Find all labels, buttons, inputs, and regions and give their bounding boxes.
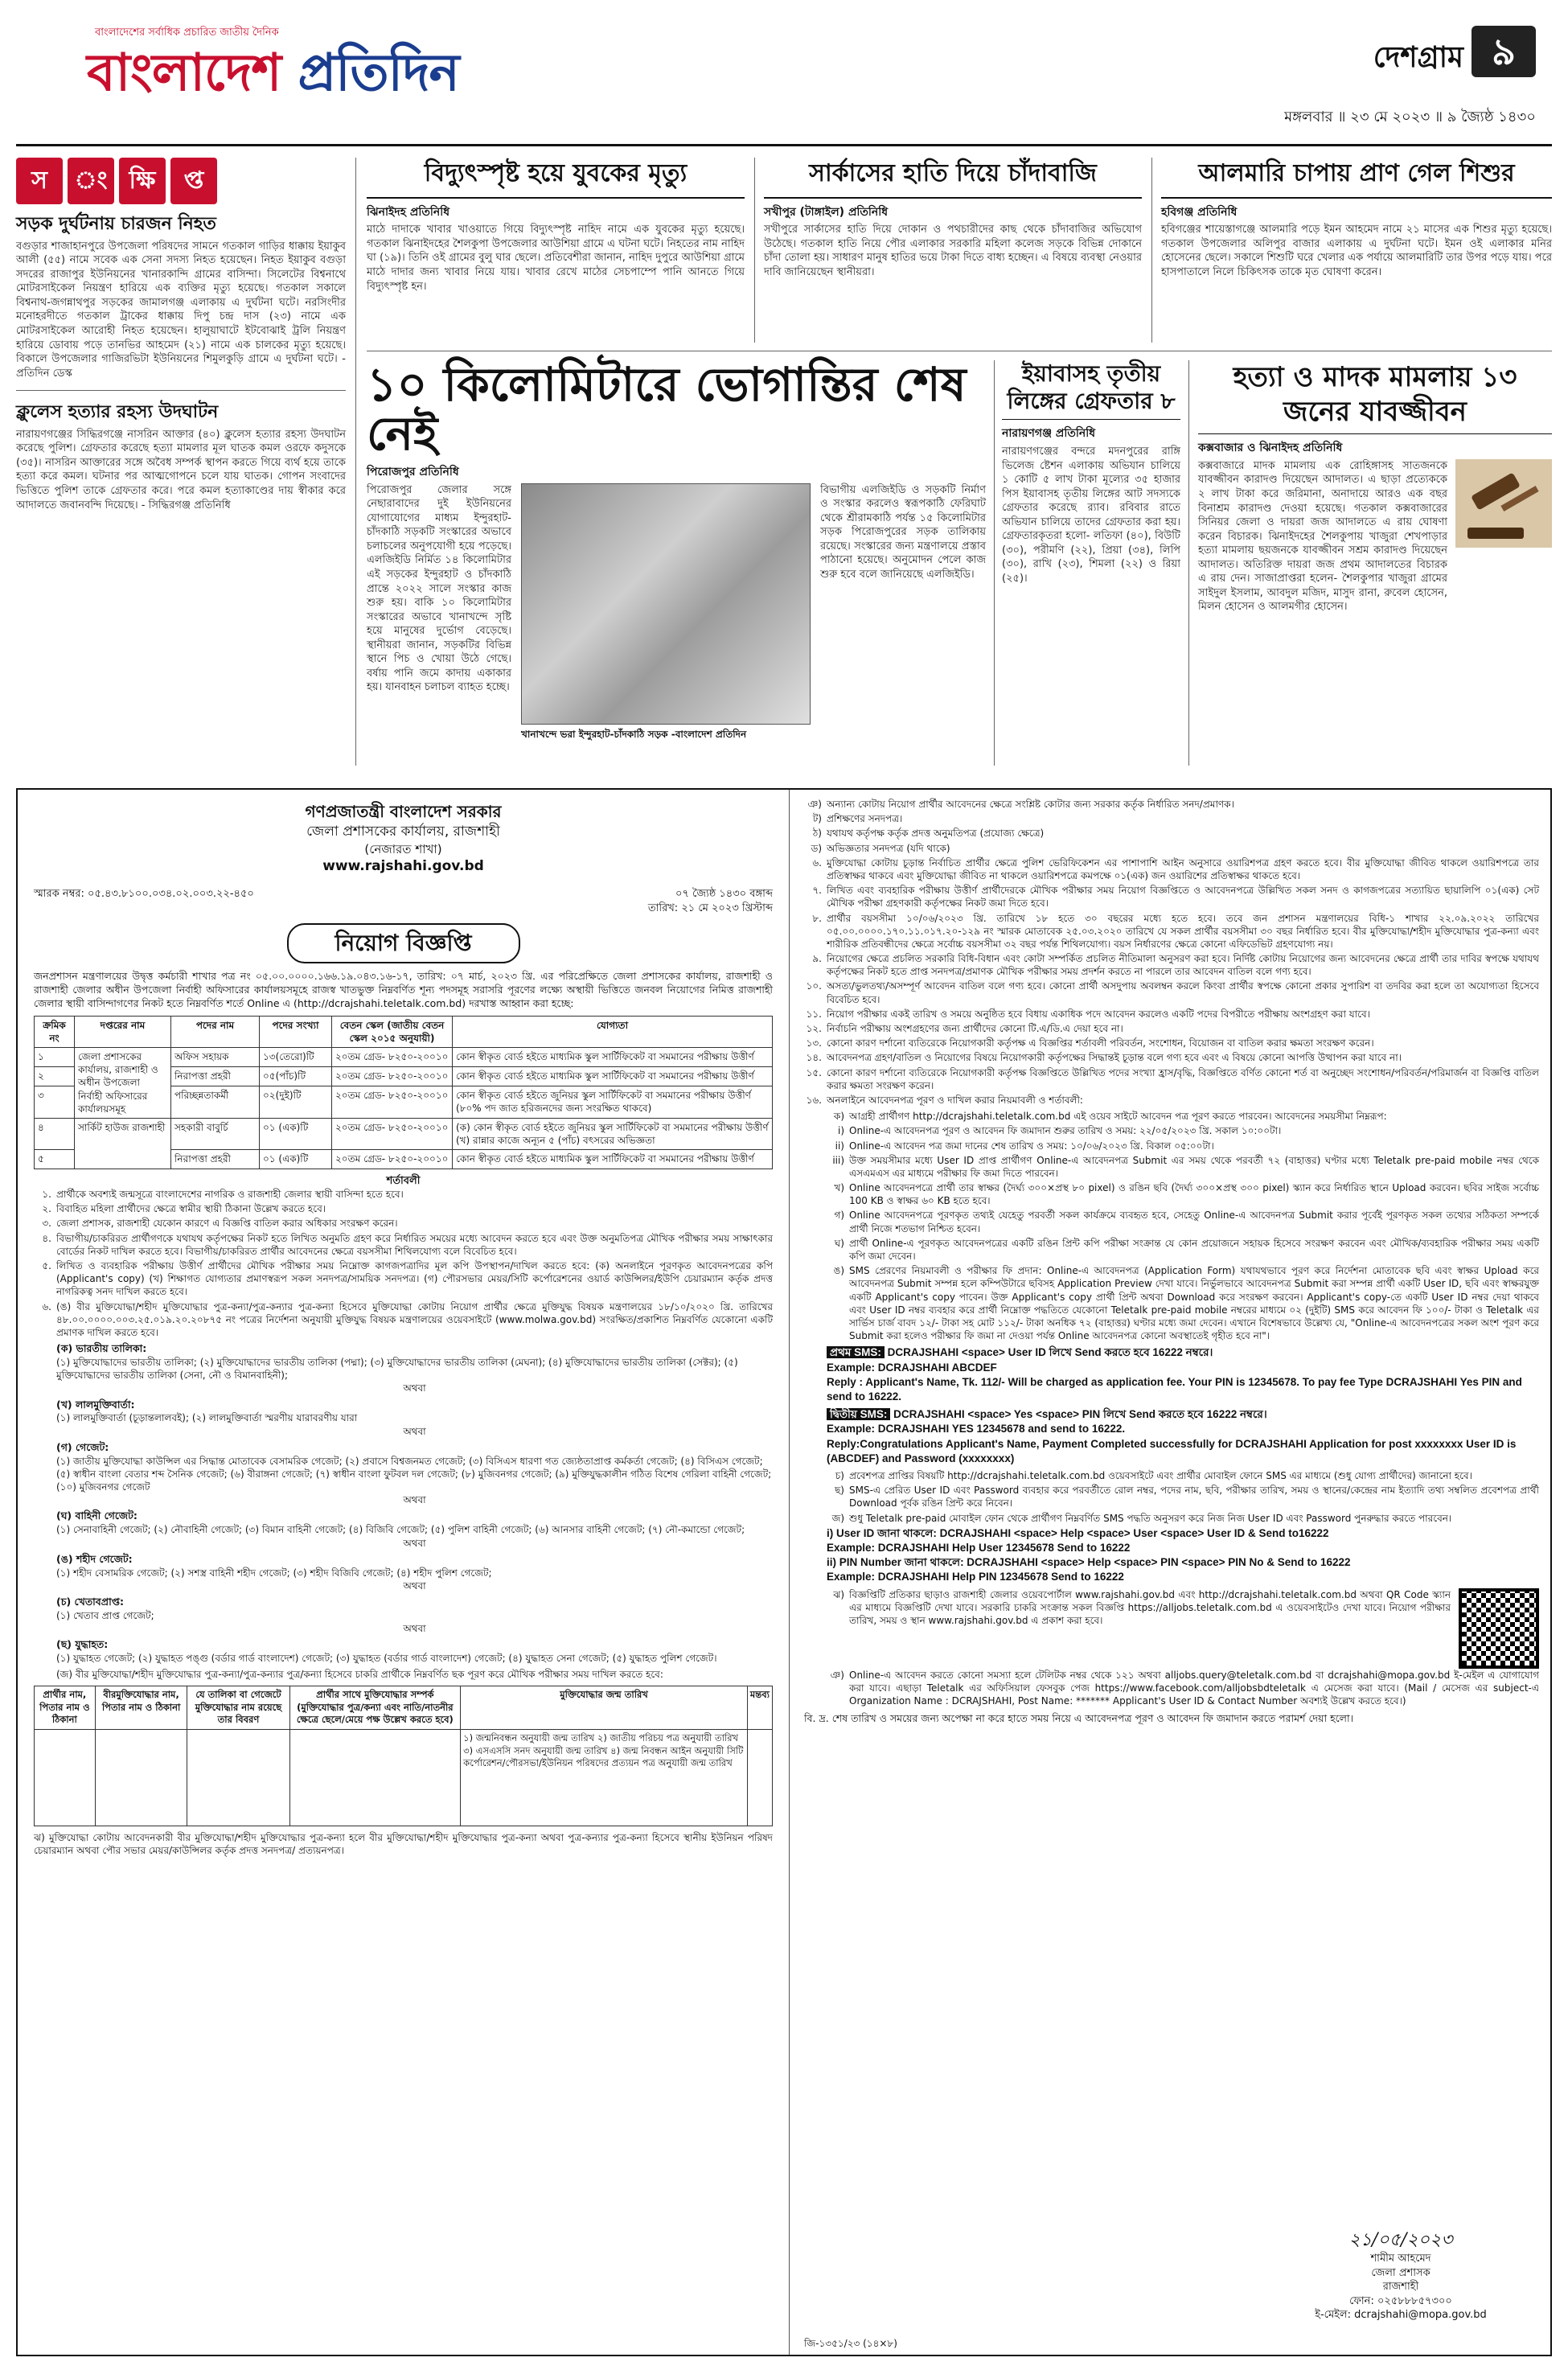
item-number: ক) xyxy=(833,1111,844,1123)
date-bangla: ০৭ জ্যৈষ্ঠ ১৪৩০ বঙ্গাব্দ xyxy=(675,888,773,901)
item-text: অসত্য/ভুলতথ্য/অসম্পূর্ণ আবেদন বাতিল বলে গণ্য হবে। কোনো প্রার্থী অসদুপায় অবলম্বন করলে কিংবা প্রার্থীর স্বপক্ষে কোনো প্রকার সুপারিশ বা তদবির করা হলে তা অযোগ্যতা হিসেবে বিবেচিত হবে। xyxy=(827,980,1539,1005)
table-header-row xyxy=(35,1686,773,1730)
requirement-item xyxy=(804,912,1539,951)
requirement-item xyxy=(804,1022,1539,1035)
story-headline[interactable]: সার্কাসের হাতি দিয়ে চাঁদাবাজি xyxy=(764,158,1142,199)
divider xyxy=(16,390,346,391)
cell-post: নিরাপত্তা প্রহরী xyxy=(171,1066,260,1086)
list-text: (১) যুদ্ধাহত গেজেট; (২) যুদ্ধাহত পঙ্গু (বর্ডার গার্ড বাংলাদেশ) গেজেট; (৩) যুদ্ধাহত (বর্ডার গার্ড বাংলাদেশ) গেজেট; (৪) যুদ্ধাহত সেনা গেজেট; (৫) যুদ্ধাহত পুলিশ গেজেট। xyxy=(56,1653,717,1665)
item-text: অনলাইনে আবেদনপত্র পূরণ ও দাখিল করার নিয়মাবলী ও শর্তাবলী: xyxy=(827,1094,1083,1106)
item-text: (ঙ) বীর মুক্তিযোদ্ধা/শহীদ মুক্তিযোদ্ধার পুত্র-কন্যা/পুত্র-কন্যার পুত্র-কন্যা হিসেবে মুক্তিযোদ্ধা কোটায় নিয়োগ প্রার্থীর ক্ষেত্রে মুক্তিযুদ্ধ বিষয়ক মন্ত্রণালয়ের ১৮/১০/২০২০ খ্রি. তারিখের ৪৮.০০.০০০০.০০৩.২৫.০১৯.২০.২০৮৭৫ নং পত্রের নির্দেশনা অনুযায়ী মুক্তিযুদ্ধ বিষয়ক মন্ত্রণালয়ের ওয়েবসাইটে (www.molwa.gov.bd) সংরক্ষিত/প্রকাশিত নিম্নবর্ণিত যেকোনো একটি প্রমাণক দাখিল করতে হবে। xyxy=(56,1300,773,1338)
cell-qual: কোন স্বীকৃত বোর্ড হইতে মাধ্যমিক স্কুল সার্টিফিকেট বা সমমানের পরীক্ষায় উত্তীর্ণ xyxy=(453,1150,773,1169)
story-byline: ঝিনাইদহ প্রতিনিধি xyxy=(367,205,450,219)
notice-note: বি. দ্র. শেষ তারিখ ও সময়ের জন্য অপেক্ষা না করে হাতে সময় নিয়ে এ আবেদনপত্র পূরণ ও আবেদন ফি জমাদান করতে পরামর্শ দেয়া হলো। xyxy=(804,1712,1354,1725)
online-item xyxy=(827,1512,1539,1525)
item-number: ১৪. xyxy=(806,1052,822,1064)
list-text: (১) জাতীয় মুক্তিযোদ্ধা কাউন্সিল এর সিদ্ধান্ত মোতাবেক বেসামরিক গেজেট; (২) প্রবাসে বিশ্বজনমত গেজেট; (৩) বিসিএস ধারণা গত জ্যেষ্ঠতাপ্রাপ্ত কর্মকর্তা গেজেট; (৪) বিসিএস গেজেট; (৫) স্বাধীন বাংলা বেতার শব্দ সৈনিক গেজেট; (৬) বীরাঙ্গনা গেজেট; (৭) স্বাধীন বাংলা ফুটবল দল গেজেট; (৮) মুজিবনগর গেজেট; (৯) মুক্তিযুদ্ধকালীন গঠিত বিশেষ গেরিলা বাহিনী গেজেট; (১০) মুজিবনগর গেজেট xyxy=(56,1455,772,1493)
story-byline: হবিগঞ্জ প্রতিনিধি xyxy=(1161,205,1238,219)
blank-cell xyxy=(747,1729,772,1826)
requirement-item xyxy=(804,798,1539,811)
item-number: ১১. xyxy=(806,1008,822,1020)
cell-qual: কোন স্বীকৃত বোর্ড হইতে জুনিয়র স্কুল সার্টিফিকেট বা সমমানের পরীক্ষায় উত্তীর্ণ (৮০% পদ জাত হরিজনদের জন্য সংরক্ষিত থাকবে) xyxy=(453,1086,773,1118)
or-separator: অথবা xyxy=(403,1425,426,1437)
photo-caption: খানাখন্দে ভরা ইন্দুরহাট-চাঁদকাঠি সড়ক -বাংলাদেশ প্রতিদিন xyxy=(521,728,747,740)
side-story xyxy=(1198,360,1552,766)
item-number: ৬. xyxy=(812,856,822,869)
cell-post: পরিচ্ছন্নতাকর্মী xyxy=(171,1086,260,1118)
issue-date: মঙ্গলবার ॥ ২৩ মে ২০২৩ ॥ ৯ জ্যৈষ্ঠ ১৪৩০ xyxy=(1284,109,1536,125)
requirement-item xyxy=(804,812,1539,825)
list-title: (ছ) যুদ্ধাহত: xyxy=(56,1638,109,1651)
item-number: চ) xyxy=(835,1470,844,1482)
item-text: অভিজ্ঞতার সনদপত্র (যদি থাকে) xyxy=(827,842,950,854)
item-text: নিয়োগের ক্ষেত্রে প্রচলিত সরকারি বিধি-বিধান এবং কোটা সম্পর্কিত প্রচলিত নীতিমালা অনুসরণ করা হবে। নির্দিষ্ট কোটায় নিয়োগের জন্য আবেদনের ক্ষেত্রে প্রার্থী তার দাবির স্বপক্ষে যথাযথ কর্তৃপক্ষের নিকট হতে প্রাপ্ত সনদপত্র/প্রমাণক মৌখিক পরীক্ষার সময় প্রদর্শন করতে না পারলে তার আবেদন বাতিল বলে গণ্য হবে। xyxy=(827,953,1539,978)
item-text: অন্যান্য কোটায় নিয়োগ প্রার্থীর আবেদনের ক্ষেত্রে সংশ্লিষ্ট কোটার জন্য সরকার কর্তৃক নির্ধারিত সনদ/প্রমাণক। xyxy=(827,799,1234,810)
requirement-item xyxy=(804,1094,1539,1107)
side-story-body: কক্সবাজারে মাদক মামলায় এক রোহিঙ্গাসহ সাতজনকে যাবজ্জীবন কারাদণ্ড দিয়েছেন আদালত। এ ছাড়া প্রত্যেককে ২ লাখ টাকা করে জরিমানা, অনাদায়ে আরও এক বছর বিনাশ্রম কারাদণ্ড দেওয়া হয়েছে। গতকাল কক্সবাজারের সিনিয়র জেলা ও দায়রা জজ আদালতে এ রায় ঘোষণা করেন বিচারক। ঝিনাইদহের শৈলকুপায় খাজুরা শেখপাড়ার হত্যা মামলায় ছয়জনকে যাবজ্জীবন সশ্রম কারাদণ্ড দিয়েছেন আদালত। অতিরিক্ত দায়রা জজ প্রথম আদালতের বিচারক এ রায় দেন। সাজাপ্রাপ্তরা হলেন- শৈলকুপার খাজুরা গ্রামের সাইদুল ইসলাম, আবদুল মজিদ, মাসুদ রানা, রুবেল হোসেন, মিলন হোসেন ও আলমগীর হোসেন। xyxy=(1198,459,1447,614)
cell-office: সার্কিট হাউজ রাজশাহী xyxy=(75,1118,171,1169)
cell-scale: ২০তম গ্রেড- ৮২৫০-২০০১০ xyxy=(332,1066,453,1086)
memo-number: স্মারক নম্বর: ০৫.৪৩.৮১০০.০৩৪.০২.০০৩.২২-৪৫০ xyxy=(34,888,254,901)
briefs-letter: প্ত xyxy=(170,158,217,204)
cell-no: ৪ xyxy=(35,1118,75,1149)
col-header: প্রার্থীর সাথে মুক্তিযোদ্ধার সম্পর্ক (মুক্তিযোদ্ধার পুত্র/কন্যা এবং নাতি/নাতনীর ক্ষেত্রে ছেলে/মেয়ে পক্ষ উল্লেখ করতে হবে) xyxy=(289,1686,461,1730)
or-separator: অথবা xyxy=(403,1579,426,1592)
requirement-item xyxy=(804,1037,1539,1049)
family-form-table xyxy=(34,1686,773,1826)
item-number: ১৫. xyxy=(806,1066,822,1078)
cell-scale: ২০তম গ্রেড- ৮২৫০-২০০১০ xyxy=(332,1150,453,1169)
side-story-headline[interactable]: হত্যা ও মাদক মামলায় ১৩ জনের যাবজ্জীবন xyxy=(1198,360,1552,434)
story xyxy=(1161,158,1552,343)
cell-count: ০৫(পাঁচ)টি xyxy=(260,1066,332,1086)
story xyxy=(367,158,745,343)
cell-scale: ২০তম গ্রেড- ৮২৫০-২০০১০ xyxy=(332,1118,453,1149)
notice-intro: জনপ্রশাসন মন্ত্রণালয়ের উদ্বৃত্ত কর্মচারী শাখার পত্র নং ০৫.০০.০০০০.১৬৬.১৯.০৪৩.১৬-১৭, তারিখ: ০৭ মার্চ, ২০২৩ খ্রি. এর পরিপ্রেক্ষিতে জেলা প্রশাসকের কার্যালয়, রাজশাহী ও রাজশাহী জেলার অধীন উপজেলা নির্বাহী অফিসারের কার্যালয়সমূহে রাজস্ব খাতভুক্ত নিম্নবর্ণিত শূন্য পদসমূহ সরাসরি পূরণের লক্ষ্যে অস্থায়ী ভিত্তিতে জনবল নিয়োগের নিমিত্ত রাজশাহী জেলার স্থায়ী বাসিন্দাগণের নিকট হতে নিম্নবর্ণিত শর্তে Online এ (http://dcrajshahi.teletalk.com.bd) দরখাস্ত আহ্বান করা হচ্ছে: xyxy=(34,970,773,1009)
newspaper-logo[interactable] xyxy=(87,26,505,114)
brief-title[interactable]: ক্লুলেস হত্যার রহস্য উদঘাটন xyxy=(16,402,219,423)
side-story-byline: কক্সবাজার ও ঝিনাইদহ প্রতিনিধি xyxy=(1198,442,1343,454)
cell-qual: কোন স্বীকৃত বোর্ড হইতে মাধ্যমিক স্কুল সার্টিফিকেট বা সমমানের পরীক্ষায় উত্তীর্ণ xyxy=(453,1066,773,1086)
ad-code: জি-১৩৫১/২৩ (১৪×৮) xyxy=(804,2337,897,2349)
condition-item xyxy=(34,1188,773,1201)
item-text: কোনো কারণ দর্শানো ব্যতিরেকে নিয়োগকারী কর্তৃপক্ষ বিজ্ঞপ্তিতে উল্লিখিত পদের সংখ্যা হ্রাস/বৃদ্ধি, বিজ্ঞপ্তিতে বর্ণিত কোনো শর্ত বা অনুচ্ছেদ সংশোধন/পরিবর্তন/পরিমার্জন বা বিজ্ঞপ্তি বাতিল করার ক্ষমতা সংরক্ষণ করেন। xyxy=(827,1066,1539,1091)
email-address[interactable]: ই-মেইল: dcrajshahi@mopa.gov.bd xyxy=(1315,2309,1487,2322)
online-item xyxy=(827,1140,1539,1152)
item-text: প্রার্থী Online-এ পূরণকৃত আবেদনপত্রের একটি রঙিন প্রিন্ট কপি পরীক্ষা সংক্রান্ত যে কোন প্রয়োজনে সহায়ক হিসেবে সংরক্ষণ করবেন এবং মৌখিক/ব্যবহারিক পরীক্ষার সময় একটি কপি জমা দেবেন। xyxy=(849,1237,1539,1262)
table-row xyxy=(35,1729,773,1826)
signatory-office: রাজশাহী xyxy=(1382,2281,1419,2294)
lead-byline: পিরোজপুর প্রতিনিধি xyxy=(367,465,459,478)
briefs-column xyxy=(16,158,346,766)
cell-post: নিরাপত্তা প্রহরী xyxy=(171,1150,260,1169)
sms2-label: দ্বিতীয় SMS: xyxy=(827,1408,890,1420)
logo-name-part2: প্রতিদিন xyxy=(298,43,459,103)
requirement-item xyxy=(804,1051,1539,1064)
table-header-row xyxy=(35,1016,773,1047)
online-item xyxy=(827,1209,1539,1234)
item-number: iii) xyxy=(832,1154,844,1166)
item-number: জ) xyxy=(831,1512,844,1524)
branch-name: (নেজারত শাখা) xyxy=(364,841,442,856)
notice-right-column xyxy=(790,790,1554,2355)
recover-pin: ii) PIN Number জানা থাকলে: DCRAJSHAHI <space> Help <space> PIN <space> PIN No & Send to 16222 xyxy=(827,1556,1351,1569)
column-divider xyxy=(355,158,356,766)
item-number: ঘ) xyxy=(834,1237,844,1249)
item-number: ঞ) xyxy=(807,799,822,810)
lead-body-col2: বিভাগীয় এলজিইডি ও সড়কটি নির্মাণ ও সংস্কার করলেও স্বরূপকাঠি ফেরিঘাট থেকে শ্রীরামকাঠি পর্যন্ত ১৫ কিলোমিটার সড়ক পিরোজপুরের সড়ক তালিকায় রয়েছে। সংস্কারের জন্য মন্ত্রণালয়ে প্রস্তাব পাঠানো হয়েছে। অনুমোদন পেলে কাজ শুরু হবে বলে জানিয়েছে এলজিইডি। xyxy=(820,483,986,581)
item-number: ৯. xyxy=(812,953,822,965)
signature-block xyxy=(1296,2228,1505,2323)
recover-userid: i) User ID জানা থাকলে: DCRAJSHAHI <space> Help <space> User <space> User ID & Send to16222 xyxy=(827,1526,1329,1539)
list-text: (১) মুক্তিযোদ্ধাদের ভারতীয় তালিকা; (২) মুক্তিযোদ্ধাদের ভারতীয় তালিকা (পদ্মা); (৩) মুক্তিযোদ্ধাদের ভারতীয় তালিকা (মেঘনা); (৪) মুক্তিযোদ্ধাদের ভারতীয় তালিকা (সেক্টর); (৫) মুক্তিযোদ্ধাদের ভারতীয় তালিকা (সেনা, নৌ ও বিমানবাহিনী); xyxy=(56,1357,738,1382)
item-text: বিবাহিত মহিলা প্রার্থীদের ক্ষেত্রে স্বামীর স্থায়ী ঠিকানা উল্লেখ করতে হবে। xyxy=(56,1203,326,1215)
story-body: মাঠে দাদাকে খাবার খাওয়াতে গিয়ে বিদ্যুৎস্পৃষ্ট নাহিদ নামে এক যুবকের মৃত্যু হয়েছে। গতকাল ঝিনাইদহের শৈলকুপা উপজেলার আউশিয়া গ্রামে এ ঘটনা ঘটে। নিহতের নাম নাহিদ ঘা (১৯)। তিনি ওই গ্রামের বুলু ঘার ছেলে। প্রতিবেশীরা জানান, নাহিদ দুপুরে আউশিয়া গ্রামে মাঠে দাদার জন্য খাবার নিয়ে যায়। খাবার রেখে মাঠের সেচপাম্পে পানি আনতে গিয়ে বিদ্যুৎস্পৃষ্ট হন। xyxy=(367,224,745,293)
item-number: ১৬. xyxy=(806,1094,822,1106)
cell-no: ২ xyxy=(35,1066,75,1086)
col-header: দপ্তরের নাম xyxy=(75,1016,171,1047)
item-text: কোনো কারণ দর্শানো ব্যতিরেকে নিয়োগকারী কর্তৃপক্ষ এ বিজ্ঞপ্তির শর্তাবলী পরিবর্তন, সংশোধন, বিয়োজন বা বাতিল করার ক্ষমতা সংরক্ষণ করেন। xyxy=(827,1037,1374,1049)
list-text: (১) লালমুক্তিবার্তা (চূড়ান্তলালবই); (২) লালমুক্তিবার্তা স্মরণীয় যারাবরণীয় যারা xyxy=(56,1412,358,1424)
road-photo xyxy=(521,483,811,725)
item-text: আবেদনপত্র গ্রহণ/বাতিল ও নিয়োগের বিষয়ে নিয়োগকারী কর্তৃপক্ষের সিদ্ধান্তই চূড়ান্ত বলে গণ্য হবে এবং এ বিষয়ে কোনো আপত্তি উত্থাপন করা যাবে না। xyxy=(827,1052,1402,1064)
column-divider xyxy=(1188,360,1189,766)
cell-post: সহকারী বাবুর্চি xyxy=(171,1118,260,1149)
logo-name xyxy=(87,39,459,108)
online-item xyxy=(827,1124,1539,1137)
item-text: প্রার্থীর বয়সসীমা ১০/০৬/২০২৩ খ্রি. তারিখে ১৮ হতে ৩০ বছরের মধ্যে হতে হবে। তবে জন প্রশাসন মন্ত্রণালয়ের বিধি-১ শাখার ২২.০৯.২০২২ তারিখের ০৫.০০.০০০০.১৭০.১১.০১৭.২০-১২৯ নং স্মারক মোতাবেক ২৫.০৩.২০২০ তারিখে যে সকল প্রার্থীর বয়সসীমা ৩০ বছর নির্ধারিত হবে। বীর মুক্তিযোদ্ধা/শহীদ মুক্তিযোদ্ধার পুত্র-কন্যা এবং শারীরিক প্রতিবন্ধীদের ক্ষেত্রে সর্বোচ্চ বয়সসীমা ৩২ বছর পর্যন্ত শিথিলযোগ্য। বয়স নির্ধারণের ক্ষেত্রে কোনো এফিডেভিট গ্রহণযোগ্য নয়। xyxy=(827,912,1539,950)
col-header: যে তালিকা বা গেজেটে মুক্তিযোদ্ধার নাম রয়েছে তার বিবরণ xyxy=(187,1686,289,1730)
memo-date xyxy=(648,887,773,915)
item-text: Online-এ আবেদন পত্র জমা দানের শেষ তারিখ ও সময়: ১০/০৬/২০২৩ খ্রি. বিকাল ০৫:০০টা। xyxy=(849,1140,1214,1152)
item-text: যথাযথ কর্তৃপক্ষ কর্তৃক প্রদত্ত অনুমতিপত্র (প্রযোজ্য ক্ষেত্রে) xyxy=(827,828,1045,840)
conditions-title: শর্তাবলী xyxy=(386,1174,421,1187)
story-headline[interactable]: আলমারি চাপায় প্রাণ গেল শিশুর xyxy=(1161,158,1552,199)
item-text: Online-এ আবেদন করতে কোনো সমস্যা হলে টেলিটক নম্বর থেকে ১২১ অথবা alljobs.query@teletalk.com.bd বা dcrajshahi@mopa.gov.bd ই-মেইল এ যোগাযোগ করা যাবে। এছাড়া Teletalk এর অফিসিয়াল ফেসবুক পেজ https://www.facebook.com/alljobsbdteletalk এ মেসেজ করা যাবে। (Mail / মেসেজ এর subject-এ Organization Name : DCRAJSHAHI, Post Name: ******* Applicant's User ID & Contact Number অবশ্যই উল্লেখ করতে হবে।) xyxy=(849,1669,1539,1707)
sms1-example: Example: DCRAJSHAHI ABCDEF xyxy=(827,1361,997,1374)
requirement-item xyxy=(804,842,1539,855)
sms2-instruction: DCRAJSHAHI <space> Yes <space> PIN লিখে Send করতে হবে 16222 নম্বরে। xyxy=(893,1408,1267,1421)
or-separator: অথবা xyxy=(403,1382,426,1394)
section-name: দেশগ্রাম xyxy=(1373,41,1463,74)
requirement-item xyxy=(804,856,1539,882)
website-qr-row xyxy=(827,1588,1539,1669)
list-title: (ঘ) বাহিনী গেজেট: xyxy=(56,1509,138,1522)
cell-no: ১ xyxy=(35,1048,75,1067)
item-number: i) xyxy=(837,1125,844,1137)
masthead xyxy=(16,11,1552,146)
item-text: Online আবেদনপত্রে পূরণকৃত তথ্যই যেহেতু পরবর্তী সকল কার্যক্রমে ব্যবহৃত হবে, সেহেতু Online-এ আবেদনপত্র Submit করার পূর্বেই পূরণকৃত সকল তথ্যের সঠিকতা সম্পর্কে প্রার্থী নিজে শতভাগ নিশ্চিত হবেন। xyxy=(849,1210,1539,1234)
item-number: ঝ) xyxy=(833,1588,844,1600)
item-number: ৩. xyxy=(42,1218,51,1230)
or-separator: অথবা xyxy=(403,1537,426,1549)
table-row xyxy=(35,1048,773,1067)
cell-scale: ২০তম গ্রেড- ৮২৫০-২০০১০ xyxy=(332,1048,453,1067)
col-header: মন্তব্য xyxy=(747,1686,772,1730)
table-row xyxy=(35,1118,773,1149)
item-number: ঞ) xyxy=(830,1669,844,1681)
item-text: প্রবেশপত্র প্রাপ্তির বিষয়টি http://dcrajshahi.teletalk.com.bd ওয়েবসাইটে এবং প্রার্থীর মোবাইল ফোনে SMS এর মাধ্যমে (শুধু যোগ্য প্রার্থীদের) জানানো হবে। xyxy=(849,1470,1472,1482)
or-separator: অথবা xyxy=(403,1494,426,1506)
condition-item xyxy=(34,1217,773,1230)
sms1-instruction: DCRAJSHAHI <space> User ID লিখে Send করতে হবে 16222 নম্বরে। xyxy=(887,1346,1213,1359)
condition-item xyxy=(34,1259,773,1299)
side-story xyxy=(1002,360,1180,766)
online-item xyxy=(827,1110,1539,1123)
freedom-fighter-lists xyxy=(34,1342,773,1681)
item-text: লিখিত ও ব্যবহারিক পরীক্ষায় উত্তীর্ণ প্রার্থীদের মৌখিক পরীক্ষার সময় নিম্নোক্ত কাগজপত্রাদির মূল কপি উপস্থাপন/দাখিল করতে হবে: (ক) অনলাইনে পূরণকৃত আবেদনপত্রের কপি (Applicant's copy) (খ) শিক্ষাগত যোগ্যতার প্রমাণস্বরূপ সকল সনদপত্র/সাময়িক সনদপত্র। (গ) পৌরসভার মেয়র/সিটি কর্পোরেশনের ওয়ার্ড কাউন্সিলর/ইউপি চেয়ারম্যান কর্তৃক প্রদত্ত নাগরিকত্ব সনদ দাখিল করতে হবে। xyxy=(56,1260,773,1298)
recover-userid-example: Example: DCRAJSHAHI Help User 12345678 Send to 16222 xyxy=(827,1542,1131,1555)
online-item xyxy=(827,1264,1539,1342)
side-story-body: নারায়ণগঞ্জের বন্দরে মদনপুরের রাঙ্গি ভিলেজ ষ্টেশন এলাকায় অভিযান চালিয়ে ১ কোটি ৫ লাখ টাকা মূল্যের ৩৫ হাজার পিস ইয়াবাসহ তৃতীয় লিঙ্গের আট সদস্যকে গ্রেফতার করেছে র‍্যাব। রবিবার রাতে অভিযান চালিয়ে তাদের গ্রেফতার করা হয়। গ্রেফতারকৃতরা হলো- লতিফা (৪০), বিউটি (৩০), পরীমণি (২২), প্রিয়া (৩৪), লিপি (৩০), রাখি (২৩), শিমলা (২২) ও রিয়া (২৫)। xyxy=(1002,446,1180,585)
item-text: বিজ্ঞপ্তিটি প্রতিকার ছাড়াও রাজশাহী জেলার ওয়েবপোর্টাল www.rajshahi.gov.bd এবং http://dcrajshahi.teletalk.com.bd অথবা QR Code স্ক্যান এর মাধ্যমে বিজ্ঞপ্তিটি দেখা যাবে। সরকারি চাকরি সংক্রান্ত সকল বিজ্ঞপ্তি https://alljobs.teletalk.com.bd এ ওয়েবসাইটেও দেখা যাবে। নিয়োগ পরীক্ষার তারিখ, সময় ও স্থান www.rajshahi.gov.bd এ প্রকাশ করা হবে। xyxy=(849,1588,1451,1627)
logo-name-part1: বাংলাদেশ xyxy=(87,43,298,103)
logo-tagline: বাংলাদেশের সর্বাধিক প্রচারিত জাতীয় দৈনিক xyxy=(95,27,279,39)
item-number: ড) xyxy=(811,842,822,854)
qr-code-icon[interactable] xyxy=(1459,1588,1539,1669)
sms1-reply: Reply : Applicant's Name, Tk. 112/- Will be charged as application fee. Your PIN is 12345678. To pay fee Type DCRAJSHAHI Yes PIN and send to 16222. xyxy=(827,1375,1522,1403)
cell-count: ০২(দুই)টি xyxy=(260,1086,332,1118)
item-number: গ) xyxy=(834,1210,844,1222)
phone-number: ফোন: ০২৫৮৮৮৫৭৩০০ xyxy=(1349,2294,1452,2307)
list-text: (১) খেতাব প্রাপ্ত গেজেট; xyxy=(56,1609,154,1621)
online-item xyxy=(827,1237,1539,1263)
online-instructions xyxy=(804,1110,1539,1707)
lead-photo-block xyxy=(521,483,811,741)
blank-cell xyxy=(187,1729,289,1826)
condition-item xyxy=(34,1202,773,1215)
online-item xyxy=(827,1469,1539,1482)
online-item xyxy=(827,1588,1451,1667)
item-text: Online আবেদনপত্রে প্রার্থী তার স্বাক্ষর (দৈর্ঘ্য ৩০০×প্রস্থ ৮০ pixel) ও রঙিন ছবি (দৈর্ঘ্য ৩০০×প্রস্থ ৩০০ pixel) স্ক্যান করে নির্ধারিত স্থানে Upload করবেন। ছবির সাইজ সর্বোচ্চ 100 KB ও স্বাক্ষর ৬০ KB হতে হবে। xyxy=(849,1182,1539,1207)
list-text: (১) শহীদ বেসামরিক গেজেট; (২) সশস্ত্র বাহিনী শহীদ গেজেট; (৩) শহীদ বিজিবি গেজেট; (৪) শহীদ পুলিশ গেজেট; xyxy=(56,1567,492,1579)
recover-pin-example: Example: DCRAJSHAHI Help PIN 12345678 Send to 16222 xyxy=(827,1571,1124,1583)
briefs-header xyxy=(16,158,346,204)
cell-no: ৫ xyxy=(35,1150,75,1169)
item-number: ৬. xyxy=(42,1300,51,1312)
lead-headline[interactable]: ১০ কিলোমিটারে ভোগান্তির শেষ নেই xyxy=(367,357,967,461)
gavel-icon xyxy=(1455,459,1552,548)
col-header: বীরমুক্তিযোদ্ধার নাম, পিতার নাম ও ঠিকানা xyxy=(95,1686,187,1730)
gov-name: গণপ্রজাতন্ত্রী বাংলাদেশ সরকার xyxy=(305,802,502,821)
col-header: মুক্তিযোদ্ধার জন্ম তারিখ xyxy=(461,1686,748,1730)
sms1-label: প্রথম SMS: xyxy=(827,1346,885,1358)
item-number: ii) xyxy=(835,1140,844,1152)
page-number: ৯ xyxy=(1472,26,1536,77)
col-header: ক্রমিক নং xyxy=(35,1016,75,1047)
lead-body-col1: পিরোজপুর জেলার সঙ্গে নেছারাবাদের দুই ইউনিয়নের যোগাযোগের মাধ্যম ইন্দুরহাট-চাঁদকাঠি সড়কটি সংস্কারের অভাবে চলাচলের অনুপযোগী হয়ে পড়েছে। এলজিইডি নির্মিত ১৪ কিলোমিটার এই সড়কের ইন্দুরহাট ও চাঁদকাঠি প্রান্তে ২০২২ সালে সংস্কার কাজ শুরু হয়। বাকি ১০ কিলোমিটার সংস্কারের অভাবে খানাখন্দে সৃষ্টি হয়ে মানুষের দুর্ভোগ বেড়েছে। স্থানীয়রা জানান, সড়কটির বিভিন্ন স্থানে পিচ ও খোয়া উঠে গেছে। বর্ষায় পানি জমে কাদায় একাকার হয়। যানবাহন চলাচল ব্যাহত হচ্ছে। xyxy=(367,483,511,694)
side-story-byline: নারায়ণগঞ্জ প্রতিনিধি xyxy=(1002,427,1096,441)
list-title: (চ) খেতাবপ্রাপ্ত: xyxy=(56,1595,124,1608)
online-item xyxy=(827,1181,1539,1207)
story-byline: সখীপুর (টাঙ্গাইল) প্রতিনিধি xyxy=(764,205,889,219)
cell-count: ১৩(তেরো)টি xyxy=(260,1048,332,1067)
cell-post: অফিস সহায়ক xyxy=(171,1048,260,1067)
blank-cell xyxy=(289,1729,461,1826)
lead-body-row xyxy=(367,483,986,741)
conditions-list xyxy=(34,1188,773,1339)
notice-left-column xyxy=(18,790,790,2355)
item-text: প্রার্থীকে অবশ্যই জন্মসূত্রে বাংলাদেশের নাগরিক ও রাজশাহী জেলার স্থায়ী বাসিন্দা হতে হবে। xyxy=(56,1189,404,1201)
cell-office: জেলা প্রশাসকের কার্যালয়, রাজশাহী ও অধীন উপজেলা নির্বাহী অফিসারের কার্যালয়সমূহ xyxy=(75,1048,171,1119)
gov-header xyxy=(34,801,773,876)
requirement-item xyxy=(804,884,1539,910)
job-notice-advertisement xyxy=(16,788,1552,2356)
lead-story xyxy=(367,357,986,766)
column-divider xyxy=(754,158,755,343)
memo-row xyxy=(34,887,773,915)
list-title: (খ) লালমুক্তিবার্তা: xyxy=(56,1398,135,1411)
item-text: জেলা প্রশাসক, রাজশাহী যেকোন কারণে এ বিজ্ঞপ্তি বাতিল করার অধিকার সংরক্ষণ করেন। xyxy=(56,1218,398,1230)
list-text: (১) সেনাবাহিনী গেজেট; (২) নৌবাহিনী গেজেট; (৩) বিমান বাহিনী গেজেট; (৪) বিজিবি গেজেট; (৫) পুলিশ বাহিনী গেজেট; (৬) আনসার বাহিনী গেজেট; (৭) নৌ-কমান্ডো গেজেট; xyxy=(56,1524,745,1536)
list-title: (ক) ভারতীয় তালিকা: xyxy=(56,1342,147,1355)
col-header: যোগ্যতা xyxy=(453,1016,773,1047)
online-item xyxy=(827,1154,1539,1180)
item-number: ১৩. xyxy=(806,1037,822,1049)
brief-item xyxy=(16,212,346,380)
item-number: ১২. xyxy=(806,1023,822,1034)
col-header: পদের সংখ্যা xyxy=(260,1016,332,1047)
signature-date: ২১/০৫/২০২৩ xyxy=(1348,2229,1453,2250)
cell-qual: (ক) কোন স্বীকৃত বোর্ড হইতে জুনিয়র স্কুল সার্টিফিকেট বা সমমানের পরীক্ষায় উত্তীর্ণ (খ) রান্নার কাজে অন্যূন ৫ (পাঁচ) বৎসরের অভিজ্ঞতা xyxy=(453,1118,773,1149)
sms-block-2 xyxy=(827,1407,1539,1466)
condition-item xyxy=(34,1300,773,1340)
blank-cell xyxy=(95,1729,187,1826)
sms2-example: Example: DCRAJSHAHI YES 12345678 and send to 16222. xyxy=(827,1423,1126,1435)
list-title: (ঙ) শহীদ গেজেট: xyxy=(56,1552,133,1565)
column-divider xyxy=(1151,158,1152,343)
briefs-letter: ং xyxy=(68,158,114,204)
briefs-letter: স xyxy=(16,158,63,204)
blank-cell xyxy=(35,1729,96,1826)
item-number: ৮. xyxy=(812,912,822,924)
or-separator: অথবা xyxy=(403,1623,426,1634)
item-number: খ) xyxy=(834,1182,844,1194)
item-text: বিভাগীয়/চাকরিরত প্রার্থীগণকে যথাযথ কর্তৃপক্ষের নিকট হতে লিখিত অনুমতি গ্রহণ করে নির্ধারিত সময়ের মধ্যে আবেদন করতে হবে এবং উক্ত অনুমতিপত্র মৌখিক পরীক্ষার সময় সাক্ষাৎকার বোর্ডের নিকট দাখিল করতে হবে। বিভাগীয়/চাকরিরত প্রার্থীর আবেদনের ক্ষেত্রে বয়সসীমা শিথিলযোগ্য বলে বিবেচিত হবে। xyxy=(56,1232,773,1257)
item-text: নিয়োগ পরীক্ষার একই তারিখ ও সময়ে অনুষ্ঠিত হবে বিধায় একাধিক পদে আবেদন করলেও একটি পদের বিপরীতে পরীক্ষায় অংশগ্রহণ করা যাবে। xyxy=(827,1008,1370,1020)
cell-count: ০১ (এক)টি xyxy=(260,1150,332,1169)
requirement-item xyxy=(804,1008,1539,1021)
item-number: ১০. xyxy=(806,980,822,992)
story xyxy=(764,158,1142,343)
item-text: উক্ত সময়সীমার মধ্যে User ID প্রাপ্ত প্রার্থীগণ Online-এ আবেদনপত্র Submit এর সময় থেকে পরবর্তী ৭২ (বাহাত্তর) ঘণ্টার মধ্যে Teletalk pre-paid mobile নম্বর থেকে এসএমএস এর মাধ্যমে পরীক্ষার ফি জমা দিতে পারবেন। xyxy=(849,1154,1539,1179)
family-footer: ঝ) মুক্তিযোদ্ধা কোটায় আবেদনকারী বীর মুক্তিযোদ্ধা/শহীদ মুক্তিযোদ্ধার পুত্র-কন্যা হলে বীর মুক্তিযোদ্ধা/শহীদ মুক্তিযোদ্ধার পুত্র-কন্যা অথবা পুত্র-কন্যার পুত্র-কন্যা হিসেবে স্থানীয় ইউনিয়ন পরিষদ চেয়ারম্যান অথবা পৌর সভার মেয়র/কাউন্সিলর কর্তৃক প্রদত্ত সনদপত্র/ প্রত্যয়নপত্র। xyxy=(34,1831,773,1857)
story-body: সখীপুরে সার্কাসের হাতি দিয়ে দোকান ও পথচারীদের কাছ থেকে চাঁদাবাজির অভিযোগ উঠেছে। গতকাল হাতি নিয়ে পৌর এলাকার সরকারি মহিলা কলেজ সড়কে বিভিন্ন দোকানে চাঁদা তোলা হয়। সাধারণ মানুষ হাতির ভয়ে টাকা দিতে বাধ্য হচ্ছেন। এ বিষয়ে ব্যবস্থা নেওয়ার দাবি জানিয়েছেন স্থানীয়রা। xyxy=(764,224,1142,279)
item-text: লিখিত এবং ব্যবহারিক পরীক্ষায় উত্তীর্ণ প্রার্থীদেরকে মৌখিক পরীক্ষার সময় নিয়োগ বিজ্ঞপ্তিতে ও আবেদনপত্রে উল্লিখিত সকল সনদ ও কাগজপত্রের সত্যায়িত ছায়ালিপি ০১(এক) সেট মৌখিক পরীক্ষা গ্রহণকারী কর্তৃপক্ষের নিকট জমা দিতে হবে। xyxy=(827,885,1539,910)
brief-item xyxy=(16,400,346,512)
sms2-reply: Reply:Congratulations Applicant's Name, Payment Completed successfully for DCRAJSHAHI Application for post xxxxxxxx User ID is (ABCDEF) and Password (xxxxxxxx) xyxy=(827,1437,1517,1464)
requirements-list xyxy=(804,798,1539,1108)
item-text: শুধু Teletalk pre-paid মোবাইল ফোন থেকে প্রার্থীগণ নিম্নবর্ণিত SMS পদ্ধতি অনুসরণ করে নিজ নিজ User ID এবং Password পুনরুদ্ধার করতে পারবেন। xyxy=(849,1512,1452,1524)
item-text: Online-এ আবেদনপত্র পূরণ ও আবেদন ফি জমাদান শুরুর তারিখ ও সময়: ২২/০৫/২০২৩ খ্রি. সকাল ১০:০০টা। xyxy=(849,1125,1282,1137)
story-headline[interactable]: বিদ্যুৎস্পৃষ্ট হয়ে যুবকের মৃত্যু xyxy=(367,158,745,199)
item-number: ৪. xyxy=(42,1232,51,1244)
requirement-item xyxy=(804,952,1539,978)
date-label: তারিখ: xyxy=(647,902,679,914)
list-title: (গ) গেজেট: xyxy=(56,1440,109,1453)
cell-qual: কোন স্বীকৃত বোর্ড হইতে মাধ্যমিক স্কুল সার্টিফিকেট বা সমমানের পরীক্ষায় উত্তীর্ণ xyxy=(453,1048,773,1067)
side-story-headline[interactable]: ইয়াবাসহ তৃতীয় লিঙ্গের গ্রেফতার ৮ xyxy=(1002,360,1180,420)
item-text: মুক্তিযোদ্ধা কোটায় চূড়ান্ত নির্বাচিত প্রার্থীর ক্ষেত্রে পুলিশ ভেরিফিকেশন এর পাশাপাশি আইন অনুসারে ওয়ারিশপত্র গ্রহণ করতে হবে। বীর মুক্তিযোদ্ধা জীবিত থাকলে ওয়ারিশপত্রে তার প্রতিস্বাক্ষর থাকবে এবং মুক্তিযোদ্ধা জীবিত না থাকলে ওয়ারিশপত্রে কমপক্ষে ০১(এক) জন ওয়ারিশের প্রতিস্বাক্ষর থাকতে হবে। xyxy=(827,856,1539,881)
item-text: প্রশিক্ষণের সনদপত্র। xyxy=(827,813,903,825)
cell-no: ৩ xyxy=(35,1086,75,1118)
item-number: ঙ) xyxy=(833,1265,844,1277)
item-number: ১. xyxy=(42,1189,51,1201)
story-body: হবিগঞ্জের শায়েস্তাগঞ্জে আলমারি পড়ে ইমন আহমেদ নামে ২১ মাসের এক শিশুর মৃত্যু হয়েছে। গতকাল উপজেলার অলিপুর বাজার এলাকায় এ দুর্ঘটনা ঘটে। ইমন ওই এলাকার মনির হোসেনের ছেলে। সকালে শিশুটি ঘরে খেলার এক পর্যায়ে আলমারিটি তার উপর পড়ে যায়। পরে হাসপাতালে নিলে চিকিৎসক তাকে মৃত ঘোষণা করেন। xyxy=(1161,224,1552,279)
cell-count: ০১ (এক)টি xyxy=(260,1118,332,1149)
signatory-name: শামীম আহমেদ xyxy=(1370,2253,1431,2265)
side-story-row xyxy=(1198,459,1552,614)
item-number: ছ) xyxy=(835,1485,844,1497)
website-link[interactable]: www.rajshahi.gov.bd xyxy=(322,858,484,875)
item-text: SMS প্রেরণের নিয়মাবলী ও পরীক্ষার ফি প্রদান: Online-এ আবেদনপত্র (Application Form) যথাযথভাবে পূরণ করে নির্দেশনা মোতাবেক ছবি এবং স্বাক্ষর Upload করে আবেদনপত্র Submit সম্পন্ন হলে কম্পিউটারে ছবিসহ Application Preview দেখা যাবে। নির্ভুলভাবে আবেদনপত্র Submit করা সম্পন্ন প্রার্থী একটি User ID, ছবি এবং স্বাক্ষরযুক্ত একটি Applicant's copy পাবেন। উক্ত Applicant's copy প্রার্থী প্রিন্ট অথবা Download করে সংরক্ষণ করবেন। Applicant's copy-তে একটি User ID নম্বর দেয়া থাকবে এবং User ID নম্বর ব্যবহার করে প্রার্থী নিম্নোক্ত পদ্ধতিতে যেকোনো Teletalk pre-paid mobile নম্বরের মাধ্যমে ০২ (দুইটি) SMS করে আবেদন ফি ১০০/- টাকা ও Teletalk এর সার্ভিস চার্জ বাবদ ১২/- টাকা সহ মোট ১১২/- টাকা অনধিক ৭২ (বাহাত্তর) ঘণ্টার মধ্যে জমা দেবেন। এখানে বিশেষভাবে উল্লেখ্য যে, "Online-এ আবেদনপত্রের সকল অংশ পূরণ করে Submit করা হলেও পরীক্ষার ফি জমা না দেওয়া পর্যন্ত Online আবেদনপত্র কোনো অবস্থাতেই গৃহীত হবে না"। xyxy=(849,1265,1539,1342)
office-name: জেলা প্রশাসকের কার্যালয়, রাজশাহী xyxy=(306,824,500,840)
column-divider xyxy=(994,360,995,766)
requirement-item xyxy=(804,827,1539,840)
item-number: ৫. xyxy=(42,1260,51,1271)
online-item xyxy=(827,1669,1539,1708)
posts-table xyxy=(34,1016,773,1169)
recovery-block xyxy=(827,1526,1539,1585)
item-text: SMS-এ প্রেরিত User ID এবং Password ব্যবহার করে পরবর্তীতে রোল নম্বর, পদের নাম, ছবি, পরীক্ষার তারিখ, সময় ও স্থানের/কেন্দ্রের নাম ইত্যাদি তথ্য সম্বলিত প্রবেশপত্র প্রার্থী Download পূর্বক রঙিন প্রিন্ট করে নিবেন। xyxy=(849,1485,1539,1509)
online-item xyxy=(827,1484,1539,1509)
item-text: নির্বাচনি পরীক্ষায় অংশগ্রহণের জন্য প্রার্থীদের কোনো টি.এ/ডি.এ দেয়া হবে না। xyxy=(827,1023,1123,1034)
date-english: ২১ মে ২০২৩ খ্রিস্টাব্দ xyxy=(681,902,773,914)
item-number: ট) xyxy=(812,813,822,825)
condition-item xyxy=(34,1232,773,1258)
brief-body: নারায়ণগঞ্জের সিদ্ধিরগঞ্জে নাসরিন আক্তার (৪০) ক্লুলেস হত্যার রহস্য উদঘাটন করেছে পুলিশ। গ্রেফতার করেছে হত্যা মামলার মূল ঘাতক কমল ওরফে কদুসকে (৩৫)। নাসরিন আক্তারের সঙ্গে অবৈধ সম্পর্ক স্থাপন করতে গিয়ে ব্যর্থ হয়ে তাকে হত্যা করে কমল। ঘটনার পর আত্মগোপনে চলে যায় ঘাতক। গোপন সংবাদের ভিত্তিতে পুলিশ তাকে গ্রেফতার করে। পরে কমল হত্যাকাণ্ডের দায় স্বীকার করে আদালতে জবানবন্দি দিয়েছে। - সিদ্ধিরগঞ্জ প্রতিনিধি xyxy=(16,428,346,511)
col-header: বেতন স্কেল (জাতীয় বেতন স্কেল ২০১৫ অনুযায়ী) xyxy=(332,1016,453,1047)
notice-title: নিয়োগ বিজ্ঞপ্তি xyxy=(287,923,520,963)
family-note: (জ) বীর মুক্তিযোদ্ধা/শহীদ মুক্তিযোদ্ধার পুত্র-কন্যা/পুত্র-কন্যার পুত্র/কন্যা হিসেবে চাকরি প্রার্থীকে নিম্নবর্ণিত ছক পূরণ করে মৌখিক পরীক্ষার সময় দাখিল করতে হবে: xyxy=(56,1669,663,1681)
briefs-letter: ক্ষি xyxy=(119,158,166,204)
cell-scale: ২০তম গ্রেড- ৮২৫০-২০০১০ xyxy=(332,1086,453,1118)
sms-block-1 xyxy=(827,1345,1539,1404)
requirement-item xyxy=(804,1066,1539,1092)
requirement-item xyxy=(804,980,1539,1005)
item-number: ২. xyxy=(42,1203,51,1215)
brief-title[interactable]: সড়ক দুর্ঘটনায় চারজন নিহত xyxy=(16,214,216,234)
item-text: আগ্রহী প্রার্থীগণ http://dcrajshahi.teletalk.com.bd এই ওয়েব সাইটে আবেদন পত্র পূরণ করতে পারবেন। আবেদনের সময়সীমা নিম্নরূপ: xyxy=(849,1111,1387,1123)
col-header: প্রার্থীর নাম, পিতার নাম ও ঠিকানা xyxy=(35,1686,96,1730)
dob-cell: ১) জন্মনিবন্ধন অনুযায়ী জন্ম তারিখ ২) জাতীয় পরিচয় পত্র অনুযায়ী তারিখ ৩) এসএসসি সনদ অনুযায়ী জন্ম তারিখ ৪) জন্ম নিবন্ধন আইন অনুযায়ী সিটি কর্পোরেশন/পৌরসভা/ইউনিয়ন পরিষদের প্রত্যয়ন পত্র অনুযায়ী জন্ম তারিখ xyxy=(461,1729,748,1826)
item-number: ৭. xyxy=(812,885,822,897)
col-header: পদের নাম xyxy=(171,1016,260,1047)
item-number: ঠ) xyxy=(812,828,822,840)
signatory-title: জেলা প্রশাসক xyxy=(1371,2266,1430,2279)
brief-body: বগুড়ার শাজাহানপুরে উপজেলা পরিষদের সামনে গতকাল গাড়ির ধাক্কায় ইয়াকুব আলী (৫৫) নামে সবেক এক সেনা সদস্য নিহত হয়েছেন। নিহত ইয়াকুব বগুড়া সদরের রাজাপুর ইউনিয়নের খানারকান্দি গ্রামের বাসিন্দা। সিলেটের বিশ্বনাথে মোটরসাইকেল নিয়ন্ত্রণ হারিয়ে এক ব্যক্তির মৃত্যু হয়েছে। গতকাল সকালে বিশ্বনাথ-জগন্নাথপুর সড়কের জামালগঞ্জ এলাকায় এ দুর্ঘটনা ঘটে। নরসিংদীর মনোহরদীতে গতকাল ট্রাকের ধাক্কায় দিপু চন্দ্র দাস (২৩) নামে এক মোটরসাইকেল আরোহী নিহত হয়েছেন। হালুয়াঘাটে ইটবোঝাই ট্রলি নিয়ন্ত্রণ হারিয়ে ডোবায় পড়ে তানভির আহমেদ (২১) নামে এক চালকের মৃত্যু হয়েছে। বিকালে উপজেলার গাজিরভিটা ইউনিয়নের শিমুলকুড়ি গ্রামে এ দুর্ঘটনা ঘটে। - প্রতিদিন ডেস্ক xyxy=(16,240,346,380)
